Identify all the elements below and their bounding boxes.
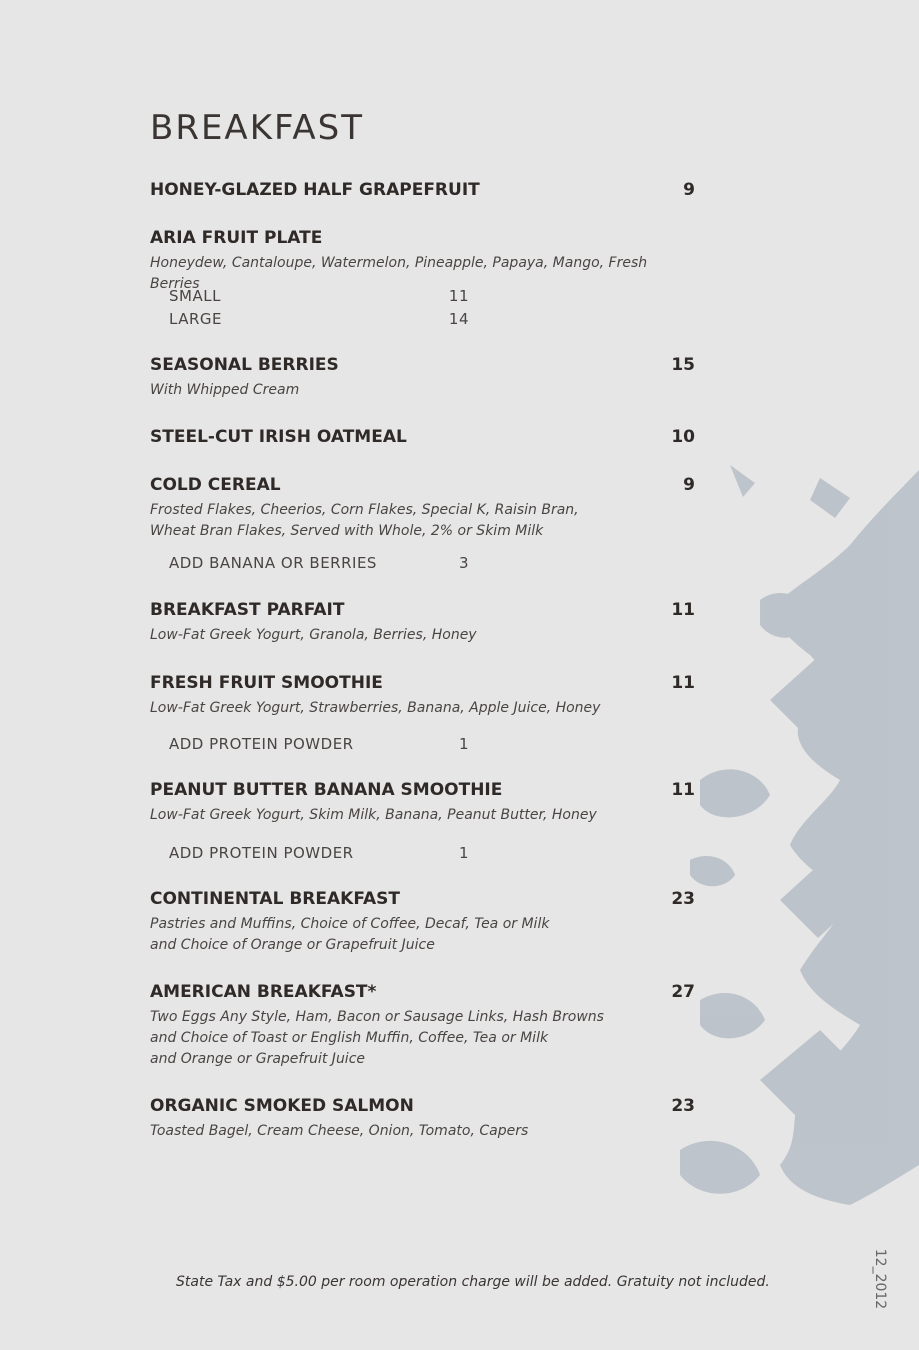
- item-price: 15: [671, 355, 695, 375]
- item-price: 23: [671, 1096, 695, 1116]
- item-description: [150, 698, 695, 719]
- item-description: [150, 1007, 695, 1070]
- item-description: [150, 1121, 695, 1142]
- item-name: COLD CEREAL: [150, 475, 281, 495]
- description-line: Toasted Bagel, Cream Cheese, Onion, Tomato, Capers: [150, 1123, 529, 1139]
- item-description: [150, 914, 695, 956]
- description-line: Wheat Bran Flakes, Served with Whole, 2% or Skim Milk: [150, 523, 544, 539]
- description-line: With Whipped Cream: [150, 382, 300, 398]
- option-price: 1: [458, 735, 469, 753]
- menu-item-steel-cut-irish-oatmeal: [150, 427, 695, 447]
- item-name: AMERICAN BREAKFAST*: [150, 982, 377, 1002]
- item-description: [150, 805, 695, 826]
- item-name: ARIA FRUIT PLATE: [150, 228, 323, 248]
- option-label: ADD PROTEIN POWDER: [169, 735, 354, 753]
- description-line: Low-Fat Greek Yogurt, Granola, Berries, Honey: [150, 627, 477, 643]
- item-price: 9: [683, 180, 695, 200]
- menu-item-breakfast-parfait: [150, 600, 695, 646]
- option-price: 3: [458, 554, 469, 572]
- item-price: 27: [671, 982, 695, 1002]
- menu-item-fresh-fruit-smoothie: [150, 673, 695, 719]
- item-description: [150, 625, 695, 646]
- menu-title: BREAKFAST: [150, 108, 365, 148]
- item-price: 11: [671, 780, 695, 800]
- option-price: 14: [448, 310, 469, 328]
- menu-item-american-breakfast: [150, 982, 695, 1070]
- item-price: 11: [671, 673, 695, 693]
- item-name: HONEY-GLAZED HALF GRAPEFRUIT: [150, 180, 480, 200]
- item-name: BREAKFAST PARFAIT: [150, 600, 345, 620]
- item-name: FRESH FRUIT SMOOTHIE: [150, 673, 383, 693]
- description-line: Frosted Flakes, Cheerios, Corn Flakes, Special K, Raisin Bran,: [150, 502, 579, 518]
- item-name: ORGANIC SMOKED SALMON: [150, 1096, 414, 1116]
- item-description: [150, 500, 695, 542]
- option-price: 11: [448, 287, 469, 305]
- footer-note: State Tax and $5.00 per room operation charge will be added. Gratuity not included.: [176, 1274, 770, 1290]
- description-line: Low-Fat Greek Yogurt, Skim Milk, Banana, Peanut Butter, Honey: [150, 807, 597, 823]
- description-line: Honeydew, Cantaloupe, Watermelon, Pineapple, Papaya, Mango, Fresh Berries: [150, 255, 648, 292]
- item-price: 9: [683, 475, 695, 495]
- menu-item-continental-breakfast: [150, 889, 695, 956]
- print-code: [870, 1244, 890, 1314]
- menu-item-peanut-butter-banana-smoothie: [150, 780, 695, 826]
- menu-item-organic-smoked-salmon: [150, 1096, 695, 1142]
- item-name: STEEL-CUT IRISH OATMEAL: [150, 427, 407, 447]
- description-line: Pastries and Muffins, Choice of Coffee, Decaf, Tea or Milk: [150, 916, 550, 932]
- description-line: and Choice of Toast or English Muffin, Coffee, Tea or Milk: [150, 1030, 549, 1046]
- item-description: [150, 380, 695, 401]
- menu-item-aria-fruit-plate: [150, 228, 695, 295]
- item-price: 11: [671, 600, 695, 620]
- description-line: Two Eggs Any Style, Ham, Bacon or Sausage Links, Hash Browns: [150, 1009, 604, 1025]
- item-name: PEANUT BUTTER BANANA SMOOTHIE: [150, 780, 503, 800]
- option-price: 1: [458, 844, 469, 862]
- item-name: SEASONAL BERRIES: [150, 355, 339, 375]
- print-code-text: 12_2012: [872, 1248, 888, 1310]
- option-label: LARGE: [169, 310, 222, 328]
- menu-item-honey-glazed-half-grapefruit: [150, 180, 695, 200]
- item-price: 10: [671, 427, 695, 447]
- description-line: and Choice of Orange or Grapefruit Juice: [150, 937, 435, 953]
- item-description: [150, 253, 695, 295]
- option-label: ADD BANANA OR BERRIES: [169, 554, 377, 572]
- description-line: Low-Fat Greek Yogurt, Strawberries, Banana, Apple Juice, Honey: [150, 700, 601, 716]
- menu-item-seasonal-berries: [150, 355, 695, 401]
- option-label: SMALL: [169, 287, 221, 305]
- description-line: and Orange or Grapefruit Juice: [150, 1051, 366, 1067]
- menu-item-cold-cereal: [150, 475, 695, 542]
- item-name: CONTINENTAL BREAKFAST: [150, 889, 400, 909]
- option-label: ADD PROTEIN POWDER: [169, 844, 354, 862]
- item-price: 23: [671, 889, 695, 909]
